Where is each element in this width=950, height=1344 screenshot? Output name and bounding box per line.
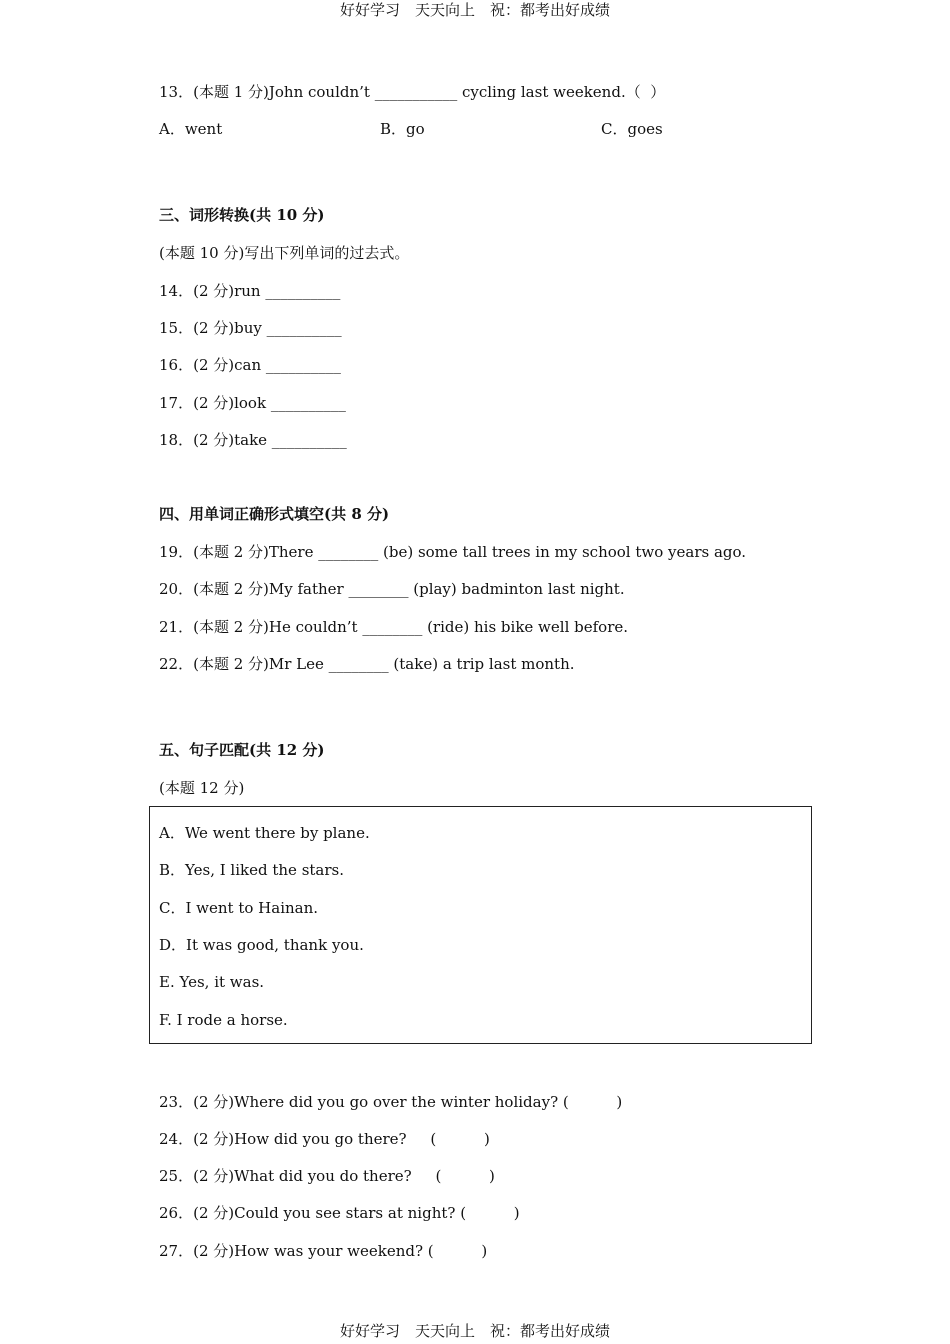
section-3-title: 三、词形转换(共 10 分) xyxy=(159,206,325,224)
question-15: 15．(2 分)buy __________ xyxy=(159,319,342,337)
question-17: 17．(2 分)look __________ xyxy=(159,394,346,412)
question-13-option-c: C．goes xyxy=(601,120,663,138)
section-5-title: 五、句子匹配(共 12 分) xyxy=(159,741,325,759)
question-26: 26．(2 分)Could you see stars at night? ( ) xyxy=(159,1204,520,1222)
section-4-title: 四、用单词正确形式填空(共 8 分) xyxy=(159,505,390,523)
question-13-stem: 13．(本题 1 分)John couldn’t ___________ cycling last weekend.（ ） xyxy=(159,83,666,101)
question-24: 24．(2 分)How did you go there? ( ) xyxy=(159,1130,490,1148)
question-13-option-b: B．go xyxy=(380,120,425,138)
matching-option-d: D．It was good, thank you. xyxy=(159,936,364,954)
page-footer: 好好学习 天天向上 祝：都考出好成绩 xyxy=(339,1322,610,1340)
question-27: 27．(2 分)How was your weekend? ( ) xyxy=(159,1242,488,1260)
matching-option-e: E. Yes, it was. xyxy=(159,973,265,991)
matching-option-c: C．I went to Hainan. xyxy=(159,899,319,917)
section-5-intro: (本题 12 分) xyxy=(159,779,245,797)
question-19: 19．(本题 2 分)There ________ (be) some tall trees in my school two years ago. xyxy=(159,543,747,561)
question-18: 18．(2 分)take __________ xyxy=(159,431,347,449)
question-20: 20．(本题 2 分)My father ________ (play) badminton last night. xyxy=(159,580,625,598)
question-21: 21．(本题 2 分)He couldn’t ________ (ride) his bike well before. xyxy=(159,618,629,636)
question-13-option-a: A．went xyxy=(159,120,223,138)
question-16: 16．(2 分)can __________ xyxy=(159,356,341,374)
matching-option-b: B．Yes, I liked the stars. xyxy=(159,861,344,879)
question-23: 23．(2 分)Where did you go over the winter holiday? ( ) xyxy=(159,1093,623,1111)
question-25: 25．(2 分)What did you do there? ( ) xyxy=(159,1167,495,1185)
page-header: 好好学习 天天向上 祝：都考出好成绩 xyxy=(339,1,610,19)
matching-option-f: F. I rode a horse. xyxy=(159,1011,288,1029)
question-14: 14．(2 分)run __________ xyxy=(159,282,341,300)
section-3-intro: (本题 10 分)写出下列单词的过去式。 xyxy=(159,244,410,262)
matching-option-a: A．We went there by plane. xyxy=(159,824,370,842)
question-22: 22．(本题 2 分)Mr Lee ________ (take) a trip last month. xyxy=(159,655,575,673)
